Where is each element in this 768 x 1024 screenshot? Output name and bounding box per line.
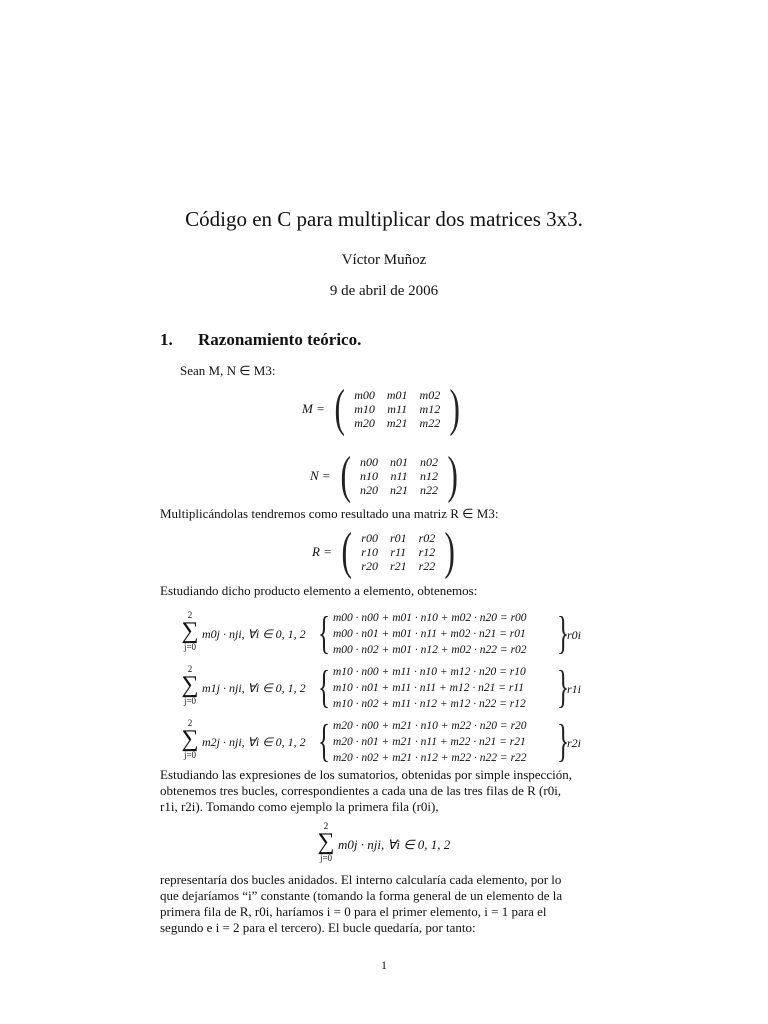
matrix-cell: n10: [360, 469, 379, 483]
left-paren-icon: (: [334, 380, 345, 437]
matrix-cell: m22: [419, 416, 441, 430]
matrix-r-label: R =: [312, 544, 332, 559]
right-paren-icon: ): [447, 447, 458, 504]
paragraph-expresiones: [160, 767, 610, 815]
matrix-cell: m21: [386, 416, 408, 430]
matrix-m: [348, 388, 446, 430]
paragraph-bucles: [160, 872, 610, 936]
matrix-cell: r21: [389, 559, 407, 573]
equation-line: m10 · n01 + m11 · n11 + m12 · n21 = r11: [333, 682, 524, 694]
matrix-cell: n01: [390, 455, 409, 469]
matrix-cell: r00: [361, 531, 378, 545]
sum-expression: m0j · nji, ∀i ∈ 0, 1, 2: [338, 837, 451, 852]
result-label: r1i: [567, 682, 582, 696]
matrix-cell: n11: [390, 469, 408, 483]
section-title: Razonamiento teórico.: [198, 330, 362, 349]
right-brace-icon: }: [556, 607, 570, 658]
matrix-cell: m11: [387, 402, 408, 416]
matrix-n-equation: [310, 447, 461, 504]
left-brace-icon: {: [317, 715, 331, 766]
matrix-cell: r11: [390, 545, 407, 559]
matrix-n-label: N =: [310, 468, 331, 483]
paragraph-line: obtenemos tres bucles, correspondientes a cada una de las tres filas de R (r0i,: [160, 783, 562, 798]
result-label: r2i: [567, 736, 582, 750]
paragraph-line: que dejaríamos “i” constante (tomando la forma general de un elemento de la: [160, 888, 563, 903]
equation-lines: [333, 610, 527, 658]
right-paren-icon: ): [444, 523, 456, 580]
paragraph-line: primera fila de R, r0i, haríamos i = 0 para el primer elemento, i = 1 para el: [160, 904, 547, 919]
sum-lower-limit: j=0: [183, 642, 197, 652]
equation-line: m00 · n02 + m01 · n12 + m02 · n22 = r02: [333, 644, 527, 656]
matrix-cell: m20: [354, 416, 375, 430]
matrix-cell: r01: [389, 531, 407, 545]
summation-icon: 2 ∑ j=0: [181, 718, 199, 760]
left-brace-icon: {: [317, 661, 331, 712]
sum-lower-limit: j=0: [183, 750, 197, 760]
sum-lower-limit: j=0: [183, 696, 197, 706]
right-paren-icon: ): [449, 380, 461, 437]
right-brace-icon: }: [556, 715, 570, 766]
result-label: r0i: [567, 628, 582, 642]
section-heading: [160, 330, 361, 350]
equation-lines: [333, 664, 526, 712]
matrix-cell: m10: [354, 402, 375, 416]
matrix-cell: r12: [418, 545, 436, 559]
summation-icon: 2 ∑ j=0: [317, 821, 335, 863]
sum-expression: m1j · nji, ∀i ∈ 0, 1, 2: [202, 681, 306, 695]
equation-line: m20 · n02 + m21 · n12 + m22 · n22 = r22: [333, 752, 527, 764]
matrix-cell: r22: [418, 559, 436, 573]
sum-upper-limit: 2: [187, 664, 193, 674]
left-brace-icon: {: [317, 607, 331, 658]
matrix-cell: n21: [390, 483, 409, 497]
matrix-cell: r20: [361, 559, 378, 573]
left-paren-icon: (: [340, 447, 351, 504]
document-title: Código en C para multiplicar dos matrices 3x3.: [185, 207, 583, 231]
sum-upper-limit: 2: [187, 610, 193, 620]
matrix-cell: m00: [354, 388, 375, 402]
page-number: 1: [381, 958, 387, 972]
equation-line: m00 · n00 + m01 · n10 + m02 · n20 = r00: [333, 612, 527, 624]
paragraph-line: Estudiando las expresiones de los sumatorios, obtenidas por simple inspección,: [160, 767, 572, 782]
paragraph-multiplicandolas: Multiplicándolas tendremos como resultado una matriz R ∈ M3:: [160, 506, 499, 521]
sum-expression: m2j · nji, ∀i ∈ 0, 1, 2: [202, 735, 306, 749]
matrix-cell: n20: [360, 483, 379, 497]
paragraph-sean: Sean M, N ∈ M3:: [180, 363, 276, 378]
matrix-cell: n12: [420, 469, 439, 483]
paragraph-estudiando: Estudiando dicho producto elemento a elemento, obtenemos:: [160, 583, 478, 598]
document-author: Víctor Muñoz: [341, 252, 427, 268]
summation-icon: 2 ∑ j=0: [181, 664, 199, 706]
document-date: 9 de abril de 2006: [329, 283, 439, 299]
paragraph-line: r1i, r2i). Tomando como ejemplo la primera fila (r0i),: [160, 799, 439, 814]
equation-line: m10 · n02 + m11 · n12 + m12 · n22 = r12: [333, 698, 526, 710]
matrix-cell: r10: [361, 545, 378, 559]
matrix-cell: m01: [386, 388, 408, 402]
equation-line: m00 · n01 + m01 · n11 + m02 · n21 = r01: [333, 628, 526, 640]
sum-lower-limit: j=0: [319, 853, 333, 863]
equation-line: m20 · n00 + m21 · n10 + m22 · n20 = r20: [333, 720, 527, 732]
section-number: 1.: [160, 330, 173, 349]
equation-lines: [333, 718, 527, 766]
paragraph-line: representaría dos bucles anidados. El interno calcularía cada elemento, por lo: [160, 872, 562, 887]
matrix-cell: n02: [420, 455, 439, 469]
matrix-cell: n22: [420, 483, 439, 497]
paragraph-line: segundo e i = 2 para el tercero). El bucle quedaría, por tanto:: [160, 920, 476, 935]
sum-upper-limit: 2: [187, 718, 193, 728]
matrix-cell: m02: [419, 388, 441, 402]
left-paren-icon: (: [341, 523, 352, 580]
equation-line: m10 · n00 + m11 · n10 + m12 · n20 = r10: [333, 666, 526, 678]
matrix-m-equation: [302, 380, 464, 437]
matrix-cell: m12: [419, 402, 441, 416]
summation-icon: 2 ∑ j=0: [181, 610, 199, 652]
matrix-cell: n00: [360, 455, 379, 469]
right-brace-icon: }: [556, 661, 570, 712]
matrix-n: [354, 455, 444, 497]
equation-line: m20 · n01 + m21 · n11 + m22 · n21 = r21: [333, 736, 526, 748]
matrix-r: [355, 531, 441, 573]
sum-upper-limit: 2: [323, 821, 329, 831]
matrix-r-equation: [312, 523, 459, 580]
matrix-cell: r02: [418, 531, 436, 545]
sum-expression: m0j · nji, ∀i ∈ 0, 1, 2: [202, 627, 306, 641]
matrix-m-label: M =: [302, 401, 325, 416]
